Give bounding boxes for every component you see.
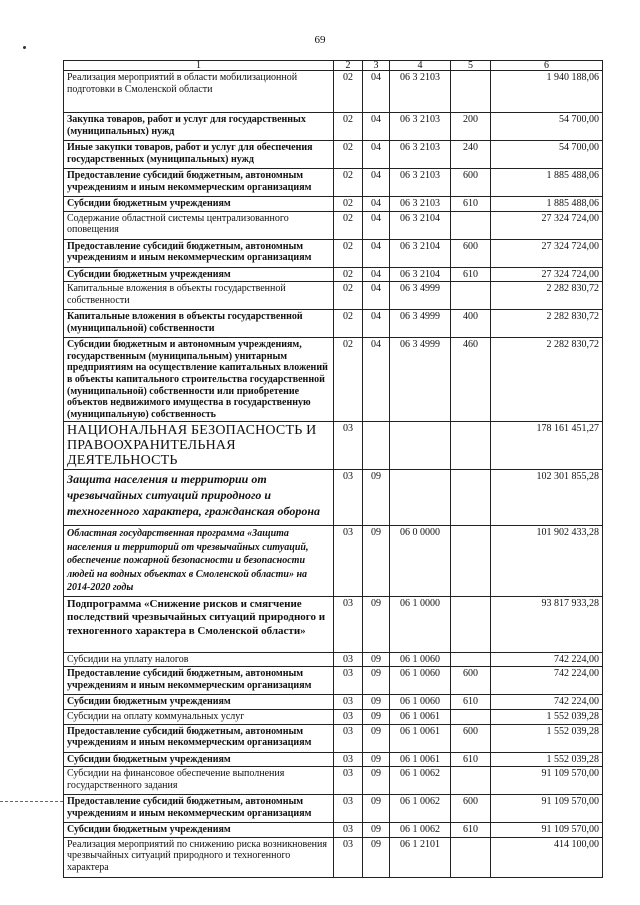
row-section-code: 03	[334, 526, 363, 597]
row-target-article: 06 3 2104	[390, 267, 451, 282]
header-cell-5: 5	[451, 61, 491, 71]
row-amount: 742 224,00	[491, 652, 603, 667]
header-cell-6: 6	[491, 61, 603, 71]
table-row	[64, 239, 603, 267]
row-target-article: 06 3 2104	[390, 239, 451, 267]
row-name: Предоставление субсидий бюджетным, автономным учреждениям и иным некоммерческим организациям	[64, 724, 334, 752]
table-row	[64, 282, 603, 310]
row-name: Субсидии на уплату налогов	[64, 652, 334, 667]
table-row	[64, 710, 603, 725]
row-name: Защита населения и территории от чрезвычайных ситуаций природного и техногенного характера, гражданская оборона	[64, 470, 334, 526]
row-subsection-code: 04	[363, 310, 390, 338]
table-row	[64, 652, 603, 667]
row-amount: 27 324 724,00	[491, 239, 603, 267]
row-expense-type: 600	[451, 724, 491, 752]
row-section-code: 03	[334, 752, 363, 767]
row-subsection-code: 04	[363, 169, 390, 197]
row-target-article: 06 1 0060	[390, 695, 451, 710]
table-row	[64, 695, 603, 710]
row-expense-type: 610	[451, 197, 491, 212]
row-expense-type	[451, 652, 491, 667]
row-target-article: 06 1 0061	[390, 724, 451, 752]
row-target-article: 06 1 0000	[390, 596, 451, 652]
row-target-article: 06 3 4999	[390, 282, 451, 310]
row-expense-type: 610	[451, 695, 491, 710]
row-name: Капитальные вложения в объекты государственной (муниципальной) собственности	[64, 310, 334, 338]
row-expense-type	[451, 767, 491, 795]
header-cell-3: 3	[363, 61, 390, 71]
row-target-article: 06 3 4999	[390, 338, 451, 422]
row-subsection-code: 04	[363, 267, 390, 282]
row-expense-type: 600	[451, 239, 491, 267]
row-expense-type: 610	[451, 823, 491, 838]
row-name: Предоставление субсидий бюджетным, автономным учреждениям и иным некоммерческим организациям	[64, 667, 334, 695]
margin-dash-line	[0, 801, 63, 802]
row-name: Закупка товаров, работ и услуг для государственных (муниципальных) нужд	[64, 113, 334, 141]
row-section-code: 02	[334, 267, 363, 282]
row-target-article	[390, 422, 451, 470]
table-row	[64, 724, 603, 752]
row-expense-type	[451, 282, 491, 310]
table-row	[64, 71, 603, 113]
row-name: Содержание областной системы централизованного оповещения	[64, 211, 334, 239]
row-section-code: 02	[334, 113, 363, 141]
table-row	[64, 211, 603, 239]
table-row	[64, 113, 603, 141]
row-expense-type: 200	[451, 113, 491, 141]
row-amount: 93 817 933,28	[491, 596, 603, 652]
table-row	[64, 338, 603, 422]
row-name: Областная государственная программа «Защита населения и территорий от чрезвычайных ситуаций, обеспечение пожарной безопасности и безопасности людей на водных объектах в Смоленской области» на 2014-2020 годы	[64, 526, 334, 597]
row-expense-type	[451, 211, 491, 239]
row-expense-type	[451, 526, 491, 597]
row-name: Предоставление субсидий бюджетным, автономным учреждениям и иным некоммерческим организациям	[64, 795, 334, 823]
row-subsection-code: 09	[363, 823, 390, 838]
row-amount: 102 301 855,28	[491, 470, 603, 526]
row-subsection-code: 04	[363, 197, 390, 212]
row-amount: 91 109 570,00	[491, 823, 603, 838]
row-section-code: 03	[334, 422, 363, 470]
row-subsection-code: 09	[363, 767, 390, 795]
row-amount: 742 224,00	[491, 695, 603, 710]
row-subsection-code: 09	[363, 526, 390, 597]
row-amount: 54 700,00	[491, 141, 603, 169]
table-row	[64, 596, 603, 652]
row-subsection-code: 09	[363, 752, 390, 767]
row-expense-type: 240	[451, 141, 491, 169]
row-expense-type	[451, 837, 491, 877]
row-amount: 1 885 488,06	[491, 197, 603, 212]
row-section-code: 03	[334, 710, 363, 725]
row-amount: 1 552 039,28	[491, 710, 603, 725]
row-expense-type	[451, 710, 491, 725]
table-row	[64, 197, 603, 212]
row-section-code: 02	[334, 71, 363, 113]
row-target-article: 06 3 2103	[390, 141, 451, 169]
row-section-code: 03	[334, 470, 363, 526]
row-subsection-code: 04	[363, 211, 390, 239]
row-amount: 414 100,00	[491, 837, 603, 877]
row-target-article: 06 0 0000	[390, 526, 451, 597]
row-section-code: 02	[334, 169, 363, 197]
row-name: Субсидии бюджетным учреждениям	[64, 823, 334, 838]
row-name: Подпрограмма «Снижение рисков и смягчение последствий чрезвычайных ситуаций природного и техногенного характера в Смоленской области»	[64, 596, 334, 652]
row-amount: 27 324 724,00	[491, 211, 603, 239]
row-name: Предоставление субсидий бюджетным, автономным учреждениям и иным некоммерческим организациям	[64, 169, 334, 197]
row-section-code: 02	[334, 338, 363, 422]
row-subsection-code: 04	[363, 141, 390, 169]
table-row	[64, 267, 603, 282]
row-name: Субсидии на оплату коммунальных услуг	[64, 710, 334, 725]
row-expense-type: 460	[451, 338, 491, 422]
row-expense-type	[451, 596, 491, 652]
row-amount: 1 552 039,28	[491, 724, 603, 752]
row-target-article: 06 1 0062	[390, 823, 451, 838]
row-expense-type: 610	[451, 752, 491, 767]
row-target-article: 06 3 2103	[390, 113, 451, 141]
row-name: Иные закупки товаров, работ и услуг для обеспечения государственных (муниципальных) нужд	[64, 141, 334, 169]
row-amount: 54 700,00	[491, 113, 603, 141]
row-amount: 2 282 830,72	[491, 338, 603, 422]
budget-table	[63, 60, 603, 878]
row-expense-type: 600	[451, 667, 491, 695]
row-section-code: 02	[334, 197, 363, 212]
row-subsection-code: 09	[363, 470, 390, 526]
row-section-code: 03	[334, 724, 363, 752]
row-subsection-code: 09	[363, 724, 390, 752]
row-subsection-code: 09	[363, 710, 390, 725]
row-target-article	[390, 470, 451, 526]
row-name: Капитальные вложения в объекты государственной собственности	[64, 282, 334, 310]
row-target-article: 06 3 2104	[390, 211, 451, 239]
header-cell-2: 2	[334, 61, 363, 71]
row-subsection-code: 09	[363, 667, 390, 695]
table-row	[64, 667, 603, 695]
row-target-article: 06 1 0060	[390, 667, 451, 695]
row-target-article: 06 1 2101	[390, 837, 451, 877]
row-section-code: 03	[334, 767, 363, 795]
page-number: 69	[314, 34, 326, 46]
row-amount: 91 109 570,00	[491, 795, 603, 823]
table-row	[64, 310, 603, 338]
row-amount: 101 902 433,28	[491, 526, 603, 597]
row-name: Субсидии бюджетным учреждениям	[64, 267, 334, 282]
row-target-article: 06 1 0062	[390, 767, 451, 795]
row-subsection-code: 09	[363, 695, 390, 710]
row-target-article: 06 1 0061	[390, 752, 451, 767]
row-amount: 1 940 188,06	[491, 71, 603, 113]
row-name: Предоставление субсидий бюджетным, автономным учреждениям и иным некоммерческим организациям	[64, 239, 334, 267]
row-amount: 2 282 830,72	[491, 282, 603, 310]
row-name: НАЦИОНАЛЬНАЯ БЕЗОПАСНОСТЬ И ПРАВООХРАНИТЕЛЬНАЯ ДЕЯТЕЛЬНОСТЬ	[64, 422, 334, 470]
row-subsection-code: 04	[363, 282, 390, 310]
row-subsection-code: 04	[363, 239, 390, 267]
row-section-code: 03	[334, 596, 363, 652]
row-amount: 1 552 039,28	[491, 752, 603, 767]
row-name: Реализация мероприятий в области мобилизационной подготовки в Смоленской области	[64, 71, 334, 113]
row-expense-type: 400	[451, 310, 491, 338]
table-row	[64, 767, 603, 795]
row-expense-type	[451, 71, 491, 113]
header-row	[64, 61, 603, 71]
row-subsection-code: 04	[363, 338, 390, 422]
row-section-code: 03	[334, 823, 363, 838]
row-amount: 178 161 451,27	[491, 422, 603, 470]
header-cell-1: 1	[64, 61, 334, 71]
row-expense-type: 600	[451, 169, 491, 197]
row-name: Субсидии бюджетным и автономным учреждениям, государственным (муниципальным) унитарным предприятиям на осуществление капитальных вложений в объекты капитального строительства государственной (муниципальной) собственности или приобретение объектов недвижимого имущества в государственную (муниципальную) собственность	[64, 338, 334, 422]
row-target-article: 06 3 4999	[390, 310, 451, 338]
table-row	[64, 470, 603, 526]
table-row	[64, 169, 603, 197]
row-target-article: 06 1 0060	[390, 652, 451, 667]
row-name: Субсидии бюджетным учреждениям	[64, 197, 334, 212]
table-row	[64, 141, 603, 169]
row-amount: 91 109 570,00	[491, 767, 603, 795]
row-section-code: 03	[334, 795, 363, 823]
row-section-code: 02	[334, 211, 363, 239]
margin-mark	[23, 46, 26, 49]
table-row	[64, 837, 603, 877]
row-amount: 742 224,00	[491, 667, 603, 695]
row-target-article: 06 3 2103	[390, 71, 451, 113]
row-target-article: 06 1 0062	[390, 795, 451, 823]
row-section-code: 02	[334, 282, 363, 310]
row-target-article: 06 3 2103	[390, 169, 451, 197]
row-section-code: 03	[334, 667, 363, 695]
row-subsection-code: 09	[363, 795, 390, 823]
row-name: Реализация мероприятий по снижению риска возникновения чрезвычайных ситуаций природного и техногенного характера	[64, 837, 334, 877]
row-section-code: 02	[334, 310, 363, 338]
row-expense-type: 610	[451, 267, 491, 282]
row-amount: 1 885 488,06	[491, 169, 603, 197]
row-section-code: 02	[334, 239, 363, 267]
row-subsection-code: 09	[363, 652, 390, 667]
row-amount: 2 282 830,72	[491, 310, 603, 338]
row-amount: 27 324 724,00	[491, 267, 603, 282]
row-name: Субсидии на финансовое обеспечение выполнения государственного задания	[64, 767, 334, 795]
row-expense-type	[451, 470, 491, 526]
table-row	[64, 422, 603, 470]
row-target-article: 06 3 2103	[390, 197, 451, 212]
row-name: Субсидии бюджетным учреждениям	[64, 695, 334, 710]
row-expense-type	[451, 422, 491, 470]
row-subsection-code: 04	[363, 71, 390, 113]
row-expense-type: 600	[451, 795, 491, 823]
row-section-code: 03	[334, 695, 363, 710]
row-section-code: 03	[334, 837, 363, 877]
table-row	[64, 526, 603, 597]
header-cell-4: 4	[390, 61, 451, 71]
row-subsection-code: 04	[363, 113, 390, 141]
table-row	[64, 823, 603, 838]
row-section-code: 03	[334, 652, 363, 667]
row-subsection-code: 09	[363, 837, 390, 877]
table-row	[64, 795, 603, 823]
row-target-article: 06 1 0061	[390, 710, 451, 725]
row-subsection-code: 09	[363, 596, 390, 652]
row-subsection-code	[363, 422, 390, 470]
row-name: Субсидии бюджетным учреждениям	[64, 752, 334, 767]
table-row	[64, 752, 603, 767]
row-section-code: 02	[334, 141, 363, 169]
